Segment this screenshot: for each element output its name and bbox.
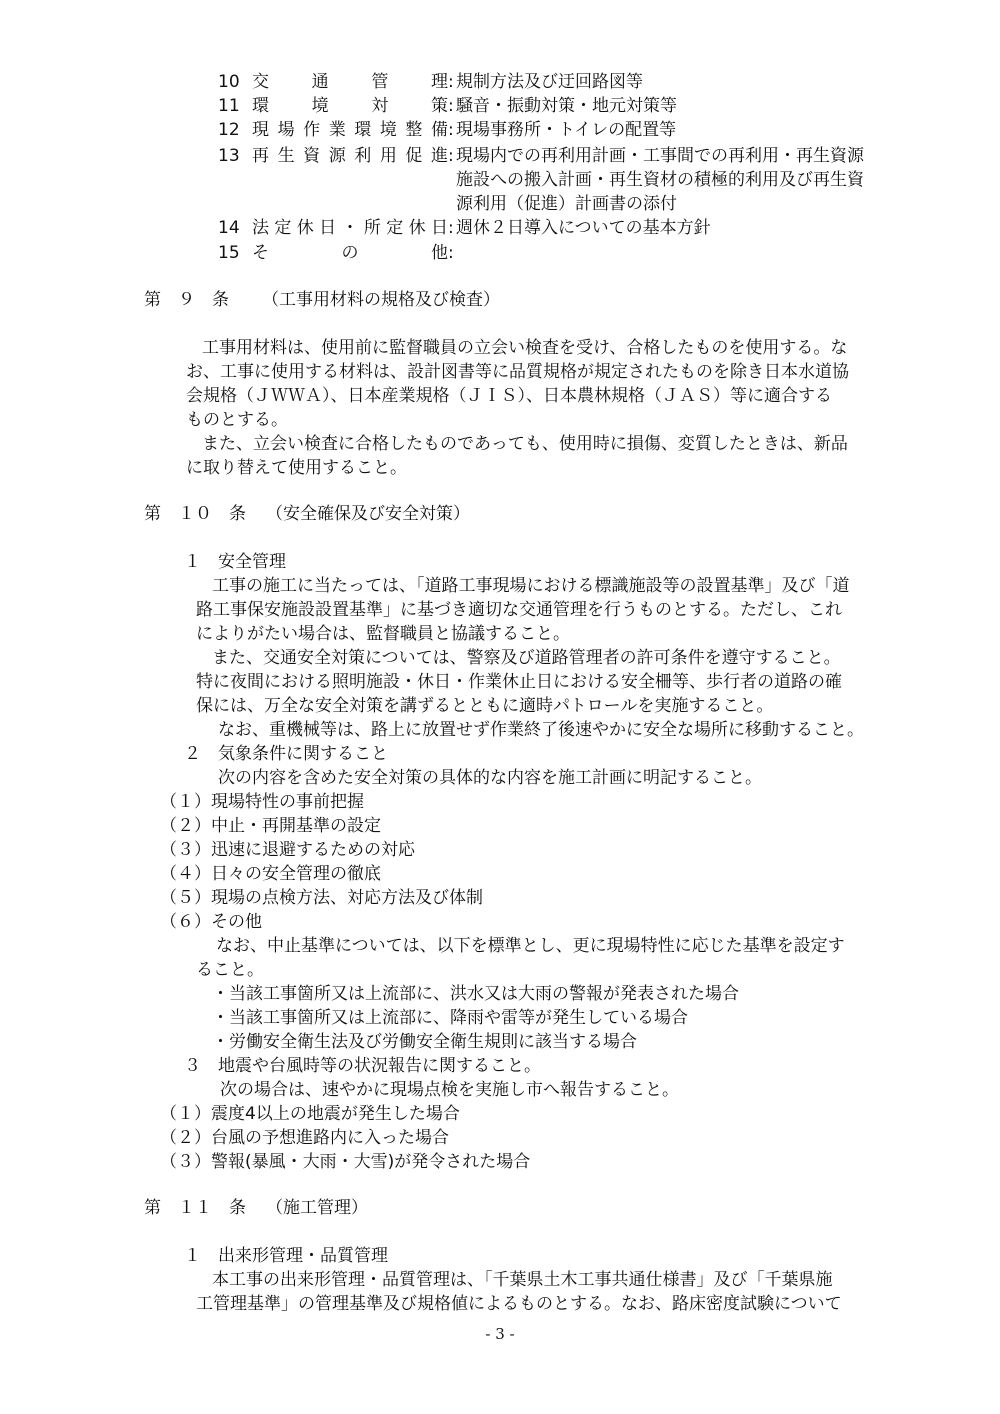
item-desc: 現場内での再利用計画・工事間での再利用・再生資源 [456, 146, 864, 166]
list-item: （２）台風の予想進路内に入った場合 [160, 1128, 449, 1148]
bullet-item: ・当該工事箇所又は上流部に、降雨や雷等が発生している場合 [212, 1008, 688, 1028]
list-item: （６）その他 [160, 912, 262, 932]
item-desc: 施設への搬入計画・再生資材の積極的利用及び再生資 [456, 170, 864, 190]
list-item: （３）警報(暴風・大雨・大雪)が発令された場合 [160, 1152, 531, 1172]
item-number: 13 [218, 146, 240, 166]
item-number: 10 [218, 72, 240, 92]
item-number: 14 [218, 218, 240, 238]
paragraph-line: 保には、万全な安全対策を講ずるとともに適時パトロールを実施すること。 [196, 696, 774, 716]
item-desc: 現場事務所・トイレの配置等 [456, 120, 677, 140]
item-colon: : [448, 243, 454, 263]
bullet-item: ・労働安全衛生法及び労働安全衛生規則に該当する場合 [212, 1032, 637, 1052]
article-title: （工事用材料の規格及び検査） [262, 290, 500, 310]
item-label: その他 [252, 243, 448, 263]
section-number: ３ [184, 1056, 201, 1076]
paragraph-line: に取り替えて使用すること。 [186, 458, 407, 478]
item-label: 現場作業環境整備 [252, 120, 448, 140]
article-title: （施工管理） [266, 1198, 368, 1218]
item-label: 環境対策 [252, 96, 448, 116]
article-title: （安全確保及び安全対策） [266, 504, 470, 524]
section-heading: 気象条件に関すること [218, 744, 388, 764]
item-desc: 源利用（促進）計画書の添付 [456, 194, 677, 214]
paragraph-line: 特に夜間における照明施設・休日・作業休止日における安全柵等、歩行者の道路の確 [196, 672, 842, 692]
paragraph-line: 本工事の出来形管理・品質管理は、「千葉県土木工事共通仕様書」及び「千葉県施 [212, 1270, 833, 1290]
paragraph-line: 路工事保安施設設置基準」に基づき適切な交通管理を行うものとする。ただし、これ [196, 600, 842, 620]
paragraph-line: また、立会い検査に合格したものであっても、使用時に損傷、変質したときは、新品 [202, 434, 848, 454]
item-colon: : [448, 218, 454, 238]
item-colon: : [448, 72, 454, 92]
paragraph-line: ること。 [196, 960, 264, 980]
paragraph-line: 次の内容を含めた安全対策の具体的な内容を施工計画に明記すること。 [218, 768, 762, 788]
paragraph-line: 工管理基準」の管理基準及び規格値によるものとする。なお、路床密度試験について [196, 1294, 842, 1314]
paragraph-line: また、交通安全対策については、警察及び道路管理者の許可条件を遵守すること。 [212, 648, 841, 668]
paragraph-line: 会規格（ＪＷＷＡ）、日本産業規格（ＪＩＳ）、日本農林規格（ＪＡＳ）等に適合する [186, 386, 832, 406]
item-label: 交通管理 [252, 72, 448, 92]
list-item: （４）日々の安全管理の徹底 [160, 864, 381, 884]
item-number: 11 [218, 96, 240, 116]
section-heading: 安全管理 [218, 552, 286, 572]
item-colon: : [448, 96, 454, 116]
section-heading: 地震や台風時等の状況報告に関すること。 [218, 1056, 541, 1076]
paragraph-line: なお、中止基準については、以下を標準とし、更に現場特性に応じた基準を設定す [216, 936, 845, 956]
paragraph-line: なお、重機械等は、路上に放置せず作業終了後速やかに安全な場所に移動すること。 [218, 720, 864, 740]
item-number: 15 [218, 243, 240, 263]
section-number: ２ [184, 744, 201, 764]
item-desc: 規制方法及び迂回路図等 [456, 72, 643, 92]
item-label: 法定休日・所定休日 [252, 218, 448, 238]
list-item: （１）震度4以上の地震が発生した場合 [160, 1104, 460, 1124]
bullet-item: ・当該工事箇所又は上流部に、洪水又は大雨の警報が発表された場合 [212, 984, 739, 1004]
article-number: 第 １０ 条 [144, 504, 246, 524]
list-item: （５）現場の点検方法、対応方法及び体制 [160, 888, 483, 908]
item-colon: : [448, 146, 454, 166]
list-item: （１）現場特性の事前把握 [160, 792, 364, 812]
item-colon: : [448, 120, 454, 140]
list-item: （２）中止・再開基準の設定 [160, 816, 381, 836]
section-number: １ [184, 552, 201, 572]
paragraph-line: 次の場合は、速やかに現場点検を実施し市へ報告すること。 [220, 1080, 679, 1100]
item-desc: 騒音・振動対策・地元対策等 [456, 96, 677, 116]
paragraph-line: お、工事に使用する材料は、設計図書等に品質規格が規定されたものを除き日本水道協 [186, 362, 849, 382]
paragraph-line: ものとする。 [186, 410, 288, 430]
paragraph-line: 工事の施工に当たっては、「道路工事現場における標識施設等の設置基準」及び「道 [212, 576, 850, 596]
list-item: （３）迅速に退避するための対応 [160, 840, 415, 860]
section-number: １ [184, 1246, 201, 1266]
item-desc: 週休２日導入についての基本方針 [456, 218, 711, 238]
item-label: 再生資源利用促進 [252, 146, 448, 166]
page-number: - 3 - [485, 1325, 515, 1343]
paragraph-line: によりがたい場合は、監督職員と協議すること。 [196, 624, 570, 644]
paragraph-line: 工事用材料は、使用前に監督職員の立会い検査を受け、合格したものを使用する。な [202, 338, 848, 358]
item-number: 12 [218, 120, 240, 140]
article-number: 第 ９ 条 [144, 290, 229, 310]
article-number: 第 １１ 条 [144, 1198, 246, 1218]
section-heading: 出来形管理・品質管理 [218, 1246, 388, 1266]
